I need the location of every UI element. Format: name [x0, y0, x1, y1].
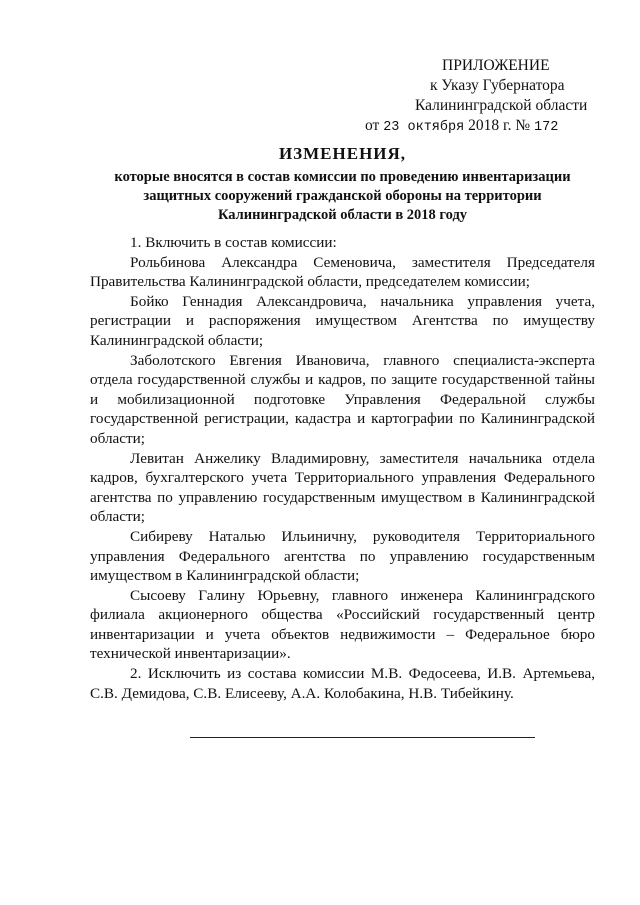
- date-year: 2018 г.: [468, 117, 512, 134]
- document-body: [90, 233, 595, 703]
- paragraph-include: 1. Включить в состав комиссии:: [130, 234, 337, 251]
- paragraph-zabolotsky: Заболотского Евгения Ивановича, главного специалиста-эксперта отдела государственной службы и кадров, по защите государственной тайны и мобилизационной подготовке Управления Федеральной службы государственной регистрации, кадастра и картографии по Калининградской области;: [90, 351, 595, 447]
- number-sign: №: [515, 117, 531, 134]
- paragraph-sysoeva: Сысоеву Галину Юрьевну, главного инженера Калининградского филиала акционерного общества «Российский государственный центр инвентаризации и учета объектов недвижимости – Федеральное бюро технической инвентаризации».: [90, 586, 595, 663]
- date-day-month: 23 октября: [383, 120, 465, 135]
- document-heading: [90, 144, 595, 225]
- appendix-region: Калининградской области: [415, 97, 588, 114]
- appendix-block: [360, 56, 600, 138]
- date-prefix: от: [365, 117, 380, 134]
- paragraph-levitan: Левитан Анжелику Владимировну, заместителя начальника отдела кадров, бухгалтерского учета Территориального управления Федерального агентства по управлению государственным имуществом в Калининградской области;: [90, 449, 595, 526]
- appendix-date-line: [360, 116, 600, 138]
- paragraph-exclude: 2. Исключить из состава комиссии М.В. Федосеева, И.В. Артемьева, С.В. Демидова, С.В. Елисееву, А.А. Колобакина, Н.В. Тибейкину.: [90, 665, 595, 702]
- page-title: ИЗМЕНЕНИЯ,: [278, 144, 407, 163]
- paragraph-sibireva: Сибиреву Наталью Ильиничну, руководителя Территориального управления Федерального агентства по управлению государственным имуществом в Калининградской области;: [90, 527, 595, 585]
- subtitle-line-3: Калининградской области в 2018 году: [217, 207, 468, 223]
- decree-number: 172: [534, 120, 559, 135]
- paragraph-boyko: Бойко Геннадия Александровича, начальника управления учета, регистрации и распоряжения имуществом Агентства по имуществу Калининградской области;: [90, 292, 595, 349]
- subtitle-line-1: которые вносятся в состав комиссии по проведению инвентаризации: [114, 169, 571, 185]
- paragraph-rolbinov: Рольбинова Александра Семеновича, заместителя Председателя Правительства Калининградской области, председателем комиссии;: [90, 253, 595, 291]
- appendix-decree: к Указу Губернатора: [430, 77, 565, 94]
- end-divider: [190, 737, 535, 738]
- appendix-label: ПРИЛОЖЕНИЕ: [442, 57, 550, 74]
- subtitle-line-2: защитных сооружений гражданской обороны на территории: [143, 188, 542, 204]
